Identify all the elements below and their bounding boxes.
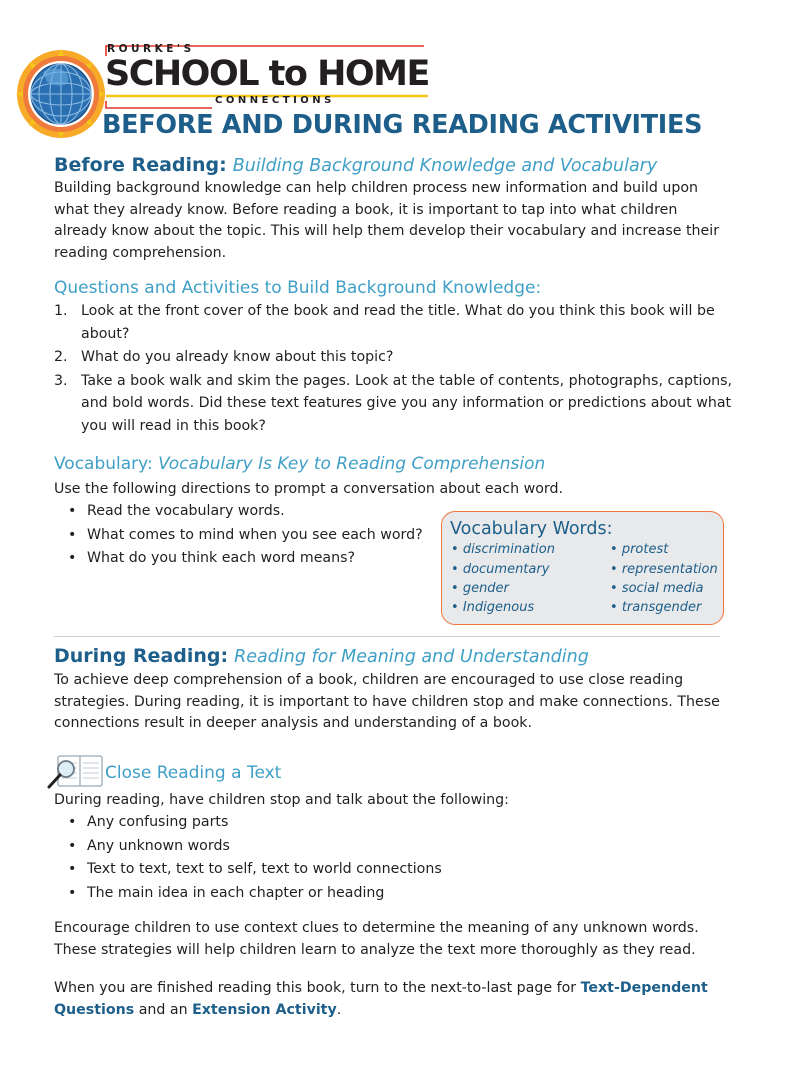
list-item: • What do you think each word means? — [68, 550, 356, 566]
close-reading-heading: Close Reading a Text — [105, 763, 282, 783]
list-item — [54, 300, 734, 345]
vocabulary-box-title: Vocabulary Words: — [450, 519, 613, 539]
list-item: • Any confusing parts — [68, 814, 229, 830]
vocabulary-heading-label: Vocabulary: — [54, 454, 153, 474]
vocabulary-directions-list — [54, 500, 423, 571]
before-reading-heading — [54, 154, 657, 176]
item-number: 1. — [54, 303, 68, 319]
item-text: Any confusing parts — [87, 814, 229, 830]
final-paragraph — [54, 978, 734, 1021]
list-item — [54, 370, 734, 438]
item-text: Any unknown words — [87, 837, 230, 854]
item-number: 3. — [54, 372, 68, 389]
item-text: Take a book walk and skim the pages. Look at the table of contents, photographs, captions, and bold words. Did these text features give you any information or predictions about what you will read in this book? — [81, 372, 733, 434]
section-divider — [54, 636, 720, 637]
vocab-word: • gender — [451, 581, 509, 596]
extension-activity-link[interactable]: Extension Activity — [192, 1001, 337, 1018]
item-text: Read the vocabulary words. — [87, 503, 285, 519]
vocabulary-heading — [54, 454, 545, 474]
list-item: • Any unknown words — [68, 837, 230, 854]
magnifier-book-icon — [46, 754, 104, 790]
logo-main-text: SCHOOL to HOME — [105, 54, 429, 94]
text-dependent-questions-link[interactable]: Text-Dependent Questions — [54, 980, 708, 1018]
logo-top-text: ROURKE'S — [107, 43, 195, 55]
vocab-word: • protest — [610, 542, 669, 557]
list-item: • Read the vocabulary words. — [68, 503, 285, 519]
logo-bottom-text: CONNECTIONS — [215, 95, 335, 106]
final-text: . — [336, 1001, 342, 1018]
vocab-word: • representation — [610, 562, 718, 577]
during-reading-title: During Reading: — [54, 645, 229, 667]
questions-list — [54, 300, 734, 438]
vocabulary-words-box — [441, 511, 724, 625]
before-reading-paragraph: Building background knowledge can help children process new information and build upon what they already know. Before reading a book, it is important to tap into what children already know about the topic. This will help them develop their vocabulary and increase their reading comprehension. — [54, 180, 720, 261]
vocabulary-heading-italic: Vocabulary Is Key to Reading Comprehension — [158, 454, 546, 474]
list-item: • The main idea in each chapter or heading — [68, 884, 385, 901]
vocab-word: • transgender — [610, 600, 702, 615]
during-reading-paragraph: To achieve deep comprehension of a book, children are encouraged to use close reading strategies. During reading, it is important to have children stop and make connections. These connections result in deeper analysis and understanding of a book. — [54, 672, 720, 731]
item-text: What do you think each word means? — [87, 550, 356, 566]
vocab-word: • Indigenous — [451, 600, 535, 615]
list-item — [54, 346, 734, 369]
close-reading-list — [54, 811, 442, 905]
vocab-word: • documentary — [451, 562, 550, 577]
item-text: Look at the front cover of the book and read the title. What do you think this book will be about? — [81, 303, 715, 342]
item-text: Text to text, text to self, text to world connections — [87, 861, 442, 877]
during-reading-heading — [54, 645, 589, 667]
questions-heading: Questions and Activities to Build Background Knowledge: — [54, 278, 542, 298]
vocabulary-intro: Use the following directions to prompt a conversation about each word. — [54, 481, 563, 497]
vocab-word: • discrimination — [451, 542, 555, 557]
close-reading-intro: During reading, have children stop and talk about the following: — [54, 792, 509, 808]
during-reading-subtitle: Reading for Meaning and Understanding — [234, 647, 589, 667]
before-reading-title: Before Reading: — [54, 154, 227, 176]
page-title: BEFORE AND DURING READING ACTIVITIES — [102, 110, 703, 140]
final-text: and an — [138, 1001, 188, 1018]
item-text: The main idea in each chapter or heading — [87, 884, 385, 901]
vocab-word: • social media — [610, 581, 704, 596]
item-number: 2. — [54, 349, 68, 365]
item-text: What comes to mind when you see each word? — [87, 526, 423, 543]
before-reading-subtitle: Building Background Knowledge and Vocabulary — [232, 156, 658, 176]
final-text: When you are finished reading this book, turn to the next-to-last page for — [54, 980, 577, 996]
list-item: • What comes to mind when you see each word? — [68, 526, 423, 543]
list-item: • Text to text, text to self, text to world connections — [68, 861, 442, 877]
item-text: What do you already know about this topic? — [81, 349, 394, 365]
close-reading-paragraph: Encourage children to use context clues to determine the meaning of any unknown words. These strategies will help children learn to analyze the text more thoroughly as they read. — [54, 920, 699, 958]
